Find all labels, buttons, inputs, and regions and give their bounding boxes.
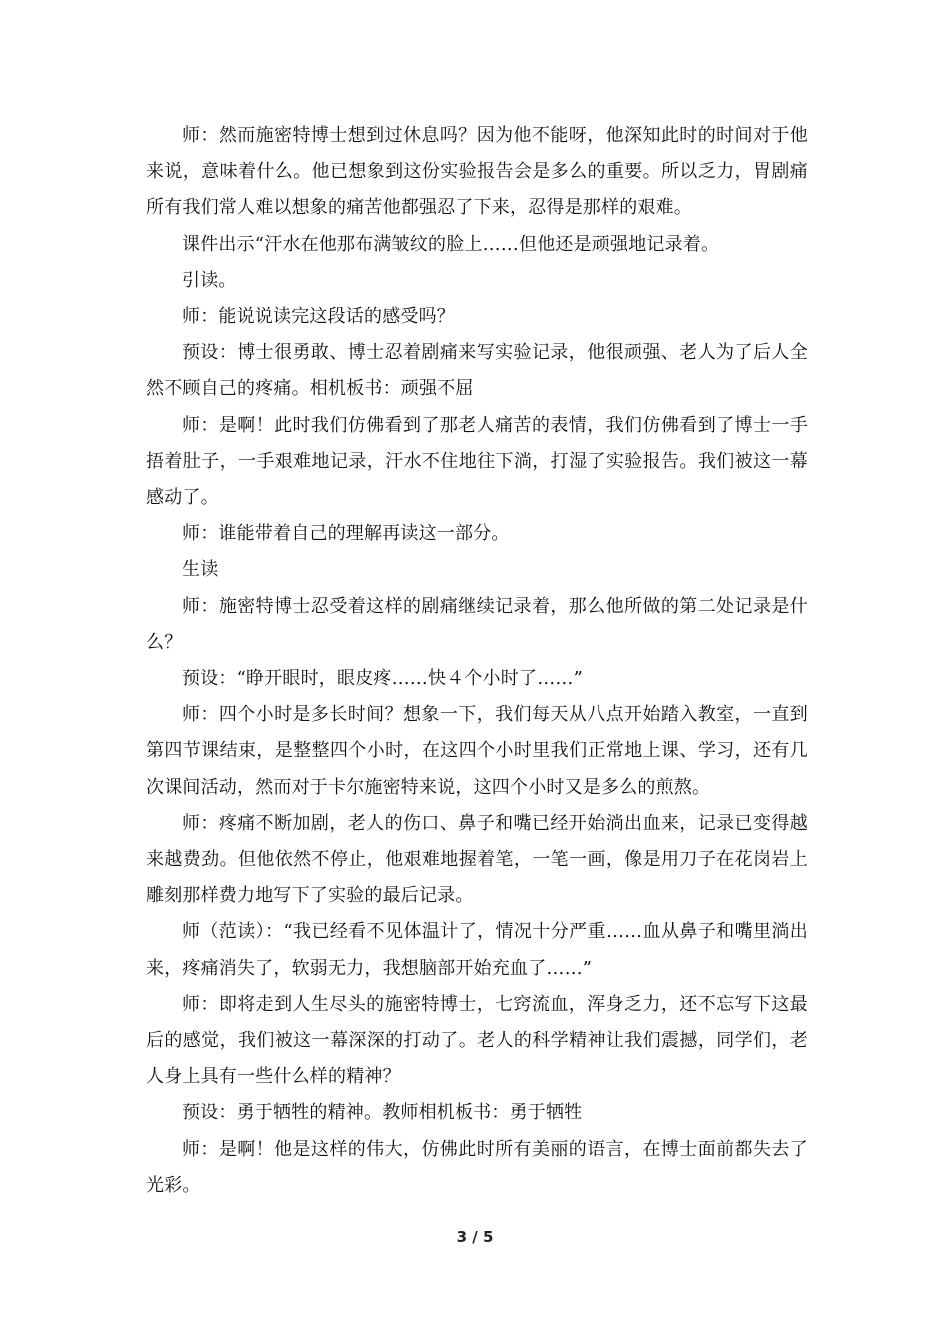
page-number: 3 / 5 xyxy=(456,1228,494,1246)
paragraph-7: 师：谁能带着自己的理解再读这一部分。 xyxy=(182,523,510,545)
paragraph-1: 师：然而施密特博士想到过休息吗？因为他不能呀，他深知此时的时间对于他来说，意味着什么。他已想象到这份实验报告会是多么的重要。所以乏力，胃剧痛所有我们常人难以想象的痛苦他都强忍了下来，忍得是那样的艰难。 xyxy=(146,125,808,219)
paragraph-16: 师：是啊！他是这样的伟大，仿佛此时所有美丽的语言，在博士面前都失去了光彩。 xyxy=(146,1138,808,1196)
paragraph-3: 引读。 xyxy=(182,269,237,291)
paragraph-10: 预设：“睁开眼时，眼皮疼……快４个小时了……” xyxy=(182,668,584,690)
paragraph-14: 师：即将走到人生尽头的施密特博士，七窍流血，浑身乏力，还不忘写下这最后的感觉，我们被这一幕深深的打动了。老人的科学精神让我们震撼，同学们，老人身上具有一些什么样的精神？ xyxy=(146,993,808,1088)
paragraph-6: 师：是啊！此时我们仿佛看到了那老人痛苦的表情，我们仿佛看到了博士一手捂着肚子，一手艰难地记录，汗水不住地往下淌，打湿了实验报告。我们被这一幕感动了。 xyxy=(146,414,808,509)
paragraph-13: 师（范读）：“我已经看不见体温计了，情况十分严重……血从鼻子和嘴里淌出来，疼痛消失了，软弱无力，我想脑部开始充血了……” xyxy=(146,921,808,979)
paragraph-8: 生读 xyxy=(182,559,219,581)
paragraph-5: 预设：博士很勇敢、博士忍着剧痛来写实验记录，他很顽强、老人为了后人全然不顾自己的疼痛。相机板书：顽强不屈 xyxy=(146,342,808,400)
paragraph-12: 师：疼痛不断加剧，老人的伤口、鼻子和嘴已经开始淌出血来，记录已变得越来越费劲。但他依然不停止，他艰难地握着笔，一笔一画，像是用刀子在花岗岩上雕刻那样费力地写下了实验的最后记录。 xyxy=(146,812,808,907)
paragraph-15: 预设：勇于牺牲的精神。教师相机板书：勇于牺牲 xyxy=(182,1102,583,1124)
document-body xyxy=(146,118,808,1204)
paragraph-2: 课件出示“汗水在他那布满皱纹的脸上……但他还是顽强地记录着。 xyxy=(182,233,720,255)
paragraph-4: 师：能说说读完这段话的感受吗？ xyxy=(182,306,455,328)
paragraph-11: 师：四个小时是多长时间？想象一下，我们每天从八点开始踏入教室，一直到第四节课结束，是整整四个小时，在这四个小时里我们正常地上课、学习，还有几次课间活动，然而对于卡尔施密特来说，这四个小时又是多么的煎熬。 xyxy=(146,704,808,798)
paragraph-9: 师：施密特博士忍受着这样的剧痛继续记录着，那么他所做的第二处记录是什么？ xyxy=(146,595,808,653)
